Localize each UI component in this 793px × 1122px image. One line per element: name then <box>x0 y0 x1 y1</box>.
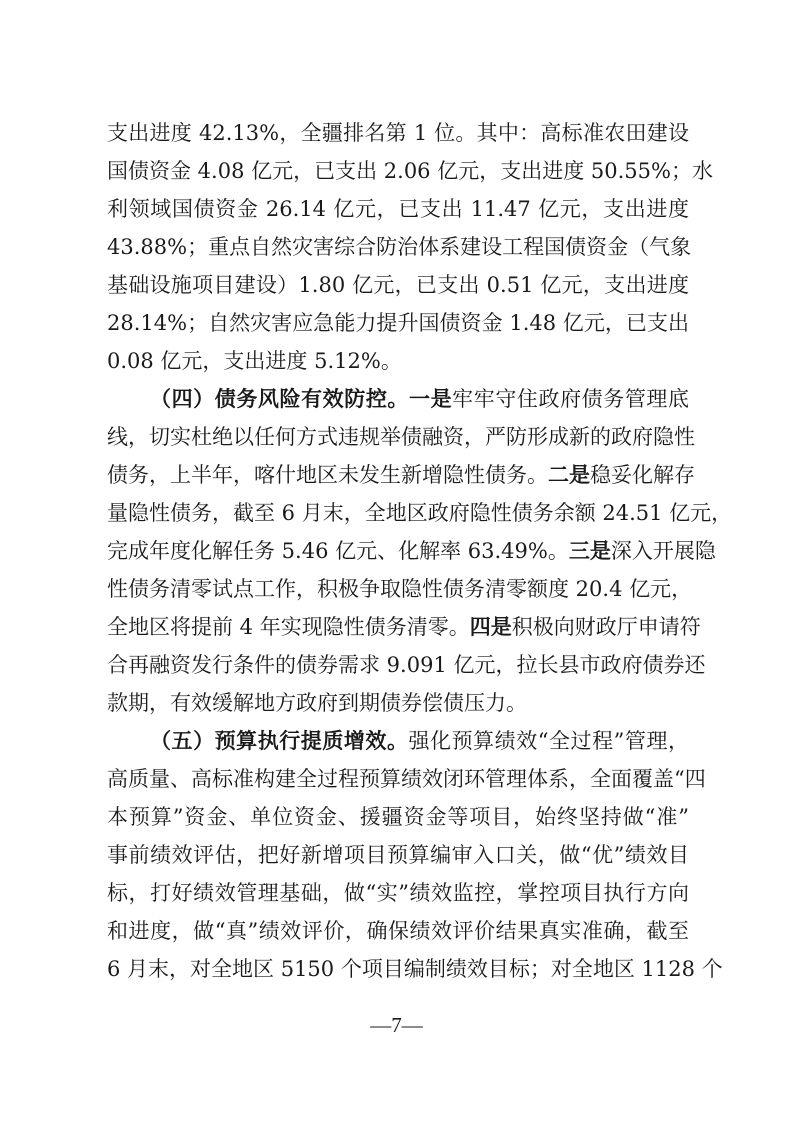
page-number: —7— <box>370 1013 423 1037</box>
paragraph-line: 标，打好绩效管理基础，做“实”绩效监控，掌控项目执行方向 <box>107 881 689 905</box>
text-run: 稳妥化解存 <box>590 463 695 487</box>
section-4-heading: （四）债务风险有效防控。 <box>150 386 409 411</box>
paragraph-line: 利领域国债资金 26.14 亿元，已支出 11.47 亿元，支出进度 <box>107 197 689 221</box>
paragraph-line: 国债资金 4.08 亿元，已支出 2.06 亿元，支出进度 50.55%；水 <box>107 159 713 183</box>
text-run: 深入开展隐 <box>610 539 716 563</box>
paragraph-line: 基础设施项目建设）1.80 亿元，已支出 0.51 亿元，支出进度 <box>107 273 689 297</box>
text-run: 债务，上半年，喀什地区未发生新增隐性债务。 <box>107 463 548 487</box>
point-label: 二是 <box>548 462 590 487</box>
text-run: 完成年度化解任务 5.46 亿元、化解率 63.49%。 <box>107 539 569 563</box>
paragraph-line: 28.14%；自然灾害应急能力提升国债资金 1.48 亿元，已支出 <box>107 311 689 335</box>
section-5-first-line <box>150 727 689 755</box>
paragraph-line: 量隐性债务，截至 6 月末，全地区政府隐性债务余额 24.51 亿元， <box>107 501 733 525</box>
text-run: 积极向财政厅申请符 <box>511 615 701 639</box>
paragraph-line <box>107 461 695 489</box>
paragraph-line <box>107 613 701 641</box>
paragraph-line: 线，切实杜绝以任何方式违规举债融资，严防形成新的政府隐性 <box>107 425 695 449</box>
text-run: 全地区将提前 4 年实现隐性债务清零。 <box>107 615 470 639</box>
paragraph-line: 事前绩效评估，把好新增项目预算编审入口关，做“优”绩效目 <box>107 843 689 867</box>
paragraph-line: 本预算”资金、单位资金、援疆资金等项目，始终坚持做“准” <box>107 805 689 829</box>
paragraph-line: 支出进度 42.13%，全疆排名第 1 位。其中：高标准农田建设 <box>107 121 689 145</box>
paragraph-line: 43.88%；重点自然灾害综合防治体系建设工程国债资金（气象 <box>107 235 692 259</box>
paragraph-line: 高质量、高标准构建全过程预算绩效闭环管理体系，全面覆盖“四 <box>107 767 706 791</box>
section-4-first-line <box>150 385 689 413</box>
section-5-heading: （五）预算执行提质增效。 <box>150 728 409 753</box>
paragraph-line: 0.08 亿元，支出进度 5.12%。 <box>107 349 402 373</box>
paragraph-line: 性债务清零试点工作，积极争取隐性债务清零额度 20.4 亿元， <box>107 577 693 601</box>
paragraph-line: 合再融资发行条件的债券需求 9.091 亿元，拉长县市政府债券还 <box>107 653 706 677</box>
paragraph-line: 和进度，做“真”绩效评价，确保绩效评价结果真实准确，截至 <box>107 919 689 943</box>
point-label: 一是 <box>409 386 453 411</box>
text-run: 强化预算绩效“全过程”管理， <box>408 729 689 753</box>
point-label: 四是 <box>469 614 512 639</box>
paragraph-line <box>107 537 716 565</box>
text-run: 牢牢守住政府债务管理底 <box>452 387 690 411</box>
point-label: 三是 <box>568 538 611 563</box>
paragraph-line: 款期，有效缓解地方政府到期债券偿债压力。 <box>107 691 527 715</box>
paragraph-line: 6 月末，对全地区 5150 个项目编制绩效目标；对全地区 1128 个 <box>107 957 723 981</box>
